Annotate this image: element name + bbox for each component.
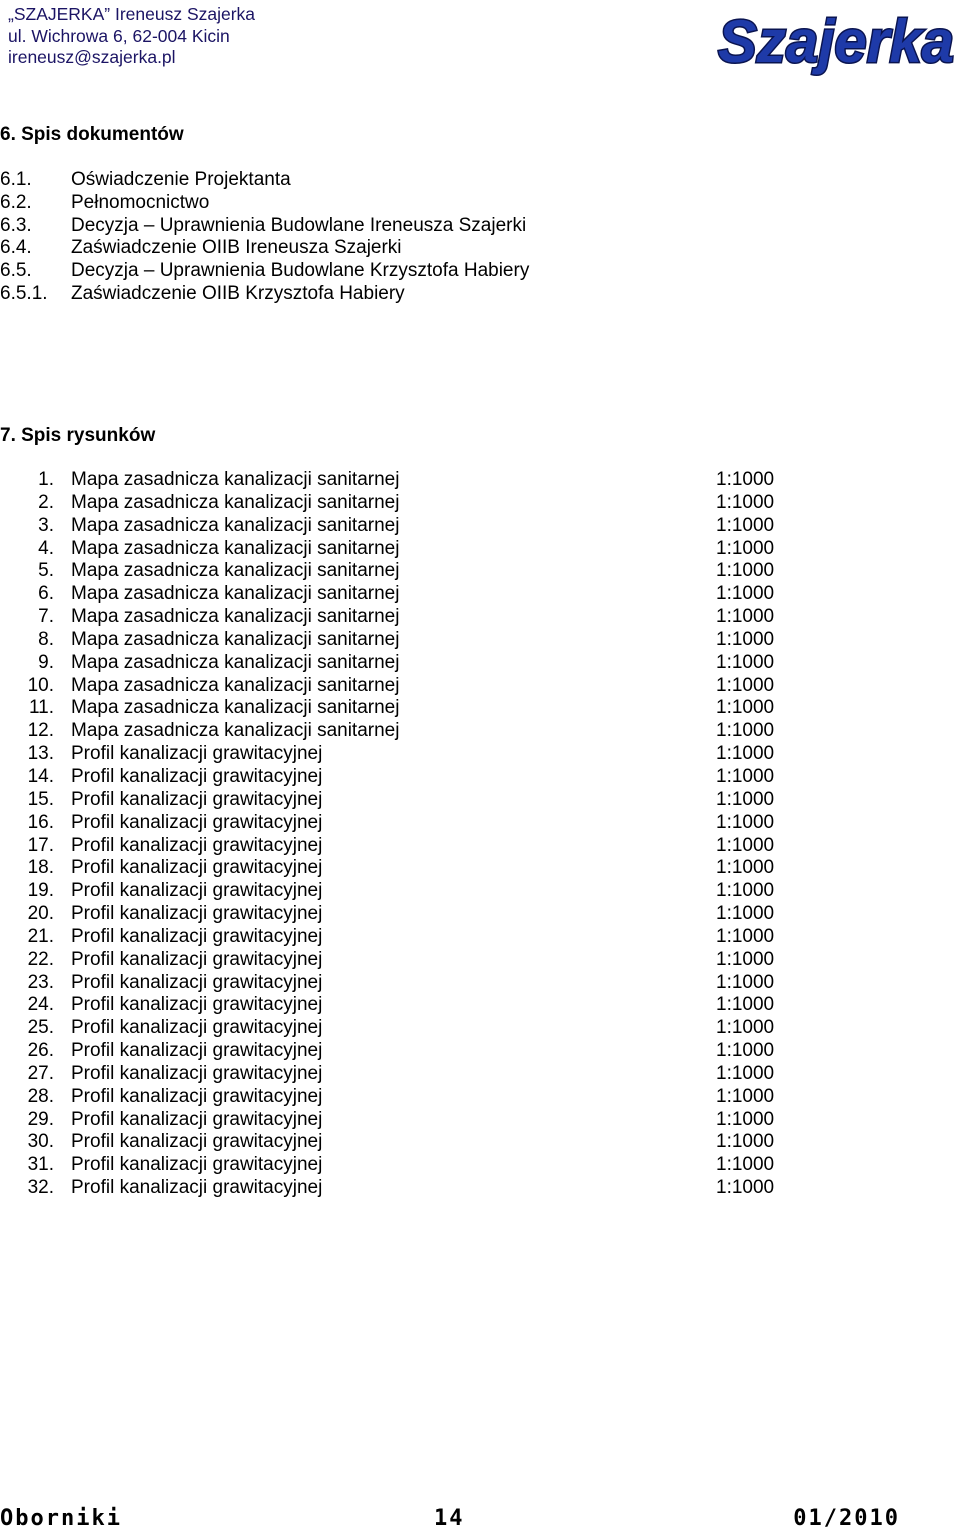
drawing-list-item — [0, 1131, 960, 1154]
company-address: ul. Wichrowa 6, 62-004 Kicin — [8, 25, 230, 46]
drawing-item-title: Profil kanalizacji grawitacyjnej — [71, 1040, 323, 1062]
drawing-item-number: 1. — [38, 469, 54, 490]
drawing-item-title: Mapa zasadnicza kanalizacji sanitarnej — [71, 628, 400, 650]
drawing-item-scale: 1:1000 — [716, 994, 775, 1016]
drawing-item-number: 20. — [27, 903, 54, 925]
drawing-item-title: Profil kanalizacji grawitacyjnej — [71, 743, 323, 765]
drawing-item-scale: 1:1000 — [716, 971, 775, 993]
drawing-item-title: Profil kanalizacji grawitacyjnej — [71, 1108, 323, 1130]
drawing-item-number: 7. — [38, 606, 54, 628]
drawing-item-number: 10. — [27, 674, 54, 696]
drawing-list-item — [0, 652, 960, 675]
footer-location: Oborniki — [0, 1506, 122, 1531]
drawing-list-item — [0, 812, 960, 835]
drawing-list-item — [0, 583, 960, 606]
drawing-item-number: 23. — [27, 971, 54, 993]
drawing-item-scale: 1:1000 — [716, 628, 775, 650]
drawing-item-number: 17. — [27, 834, 54, 856]
drawing-item-number: 24. — [27, 994, 54, 1016]
drawing-item-scale: 1:1000 — [716, 720, 775, 742]
drawing-list-item — [0, 469, 960, 492]
drawing-list-item — [0, 560, 960, 583]
drawing-item-scale: 1:1000 — [716, 1017, 775, 1039]
drawing-item-scale: 1:1000 — [716, 1177, 775, 1199]
drawing-list-item — [0, 903, 960, 926]
document-item-title: Pełnomocnictwo — [71, 191, 210, 213]
drawing-item-scale: 1:1000 — [716, 674, 775, 696]
drawing-list-item — [0, 789, 960, 812]
drawing-item-title: Profil kanalizacji grawitacyjnej — [71, 857, 323, 879]
drawing-item-number: 31. — [27, 1154, 54, 1176]
drawing-list-item — [0, 720, 960, 743]
drawing-list-item — [0, 606, 960, 629]
drawing-item-scale: 1:1000 — [716, 948, 775, 970]
document-item-number: 6.1. — [0, 169, 32, 190]
drawing-item-title: Profil kanalizacji grawitacyjnej — [71, 948, 323, 970]
document-item-number: 6.2. — [0, 191, 32, 213]
drawing-item-title: Mapa zasadnicza kanalizacji sanitarnej — [71, 651, 400, 673]
drawing-item-number: 18. — [27, 857, 54, 879]
drawing-item-number: 26. — [27, 1040, 54, 1062]
drawing-item-number: 2. — [38, 491, 54, 513]
drawing-item-title: Profil kanalizacji grawitacyjnej — [71, 994, 323, 1016]
drawing-item-title: Mapa zasadnicza kanalizacji sanitarnej — [71, 537, 400, 559]
document-item-number: 6.3. — [0, 214, 32, 236]
drawing-item-scale: 1:1000 — [716, 560, 775, 582]
drawing-item-title: Mapa zasadnicza kanalizacji sanitarnej — [71, 720, 400, 742]
drawing-item-title: Mapa zasadnicza kanalizacji sanitarnej — [71, 606, 400, 628]
svg-text:Szajerka: Szajerka — [718, 8, 954, 75]
drawing-item-number: 30. — [27, 1131, 54, 1153]
drawing-list-item — [0, 926, 960, 949]
drawing-list-item — [0, 972, 960, 995]
drawing-item-scale: 1:1000 — [716, 903, 775, 925]
drawing-item-scale: 1:1000 — [716, 925, 775, 947]
header-contact-block — [8, 4, 255, 69]
drawing-list-item — [0, 1063, 960, 1086]
drawing-item-scale: 1:1000 — [716, 765, 775, 787]
drawing-item-number: 14. — [27, 765, 54, 787]
drawing-list-item — [0, 766, 960, 789]
document-item-title: Oświadczenie Projektanta — [71, 169, 291, 190]
drawing-item-title: Mapa zasadnicza kanalizacji sanitarnej — [71, 491, 400, 513]
drawing-item-title: Profil kanalizacji grawitacyjnej — [71, 1062, 323, 1084]
drawing-item-title: Profil kanalizacji grawitacyjnej — [71, 1085, 323, 1107]
drawing-item-title: Mapa zasadnicza kanalizacji sanitarnej — [71, 583, 400, 605]
drawing-item-number: 16. — [27, 811, 54, 833]
drawing-item-scale: 1:1000 — [716, 537, 775, 559]
drawing-list-item — [0, 994, 960, 1017]
drawing-item-title: Profil kanalizacji grawitacyjnej — [71, 788, 323, 810]
drawing-item-scale: 1:1000 — [716, 880, 775, 902]
drawing-list-item — [0, 880, 960, 903]
drawing-item-number: 4. — [38, 537, 54, 559]
drawing-item-number: 22. — [27, 948, 54, 970]
documents-section-title: 6. Spis dokumentów — [0, 124, 184, 145]
drawing-item-scale: 1:1000 — [716, 1131, 775, 1153]
drawing-item-number: 21. — [27, 925, 54, 947]
drawing-list-item — [0, 697, 960, 720]
drawing-list-item — [0, 538, 960, 561]
drawing-item-number: 15. — [27, 788, 54, 810]
drawing-item-title: Profil kanalizacji grawitacyjnej — [71, 765, 323, 787]
drawing-item-number: 9. — [38, 651, 54, 673]
drawing-list-item — [0, 515, 960, 538]
drawing-item-title: Mapa zasadnicza kanalizacji sanitarnej — [71, 469, 400, 490]
drawing-item-number: 19. — [27, 880, 54, 902]
page-footer — [0, 1506, 960, 1534]
drawing-list-item — [0, 675, 960, 698]
drawing-list-item — [0, 1017, 960, 1040]
drawing-item-number: 11. — [28, 697, 54, 719]
document-item-number: 6.5.1. — [0, 282, 48, 304]
drawing-item-scale: 1:1000 — [716, 469, 775, 490]
drawing-item-scale: 1:1000 — [716, 606, 775, 628]
drawing-item-title: Profil kanalizacji grawitacyjnej — [71, 834, 323, 856]
drawing-item-scale: 1:1000 — [716, 811, 775, 833]
drawing-list-item — [0, 1040, 960, 1063]
document-item-title: Zaświadczenie OIIB Krzysztofa Habiery — [71, 282, 405, 304]
drawing-item-scale: 1:1000 — [716, 514, 775, 536]
drawing-item-scale: 1:1000 — [716, 697, 775, 719]
drawing-item-number: 13. — [27, 743, 54, 765]
document-item-number: 6.4. — [0, 237, 32, 259]
drawing-list-item — [0, 629, 960, 652]
drawing-item-number: 32. — [27, 1177, 54, 1199]
drawing-item-scale: 1:1000 — [716, 651, 775, 673]
drawing-item-number: 6. — [38, 583, 54, 605]
drawing-item-title: Profil kanalizacji grawitacyjnej — [71, 903, 323, 925]
drawing-list-item — [0, 835, 960, 858]
drawing-item-number: 25. — [27, 1017, 54, 1039]
drawing-item-scale: 1:1000 — [716, 1108, 775, 1130]
drawing-item-title: Mapa zasadnicza kanalizacji sanitarnej — [71, 674, 400, 696]
drawing-item-title: Mapa zasadnicza kanalizacji sanitarnej — [71, 560, 400, 582]
drawings-section-title: 7. Spis rysunków — [0, 425, 156, 446]
document-item-title: Zaświadczenie OIIB Ireneusza Szajerki — [71, 237, 402, 259]
szajerka-logo — [714, 2, 958, 76]
footer-date: 01/2010 — [793, 1506, 900, 1531]
drawing-item-title: Profil kanalizacji grawitacyjnej — [71, 1154, 323, 1176]
drawing-item-title: Profil kanalizacji grawitacyjnej — [71, 1131, 323, 1153]
drawing-item-number: 27. — [27, 1062, 54, 1084]
drawing-item-number: 5. — [38, 560, 54, 582]
drawing-item-title: Profil kanalizacji grawitacyjnej — [71, 971, 323, 993]
drawing-item-scale: 1:1000 — [716, 743, 775, 765]
document-item-number: 6.5. — [0, 260, 32, 282]
drawing-item-number: 28. — [27, 1085, 54, 1107]
drawing-item-number: 12. — [27, 720, 54, 742]
company-name: „SZAJERKA” Ireneusz Szajerka — [8, 4, 256, 24]
drawing-item-number: 8. — [38, 628, 54, 650]
drawing-item-scale: 1:1000 — [716, 583, 775, 605]
drawing-item-title: Profil kanalizacji grawitacyjnej — [71, 811, 323, 833]
drawing-list-item — [0, 1177, 960, 1200]
drawing-list-item — [0, 1154, 960, 1177]
drawing-item-scale: 1:1000 — [716, 788, 775, 810]
drawing-item-scale: 1:1000 — [716, 857, 775, 879]
company-email: ireneusz@szajerka.pl — [8, 47, 176, 67]
drawing-item-scale: 1:1000 — [716, 1040, 775, 1062]
drawing-item-number: 3. — [38, 514, 54, 536]
drawing-item-scale: 1:1000 — [716, 1085, 775, 1107]
drawing-list-item — [0, 1086, 960, 1109]
drawing-item-scale: 1:1000 — [716, 1062, 775, 1084]
drawing-item-scale: 1:1000 — [716, 491, 775, 513]
drawing-item-title: Mapa zasadnicza kanalizacji sanitarnej — [71, 697, 400, 719]
drawing-item-title: Profil kanalizacji grawitacyjnej — [71, 880, 323, 902]
drawing-list-item — [0, 492, 960, 515]
drawing-item-title: Mapa zasadnicza kanalizacji sanitarnej — [71, 514, 400, 536]
drawing-item-title: Profil kanalizacji grawitacyjnej — [71, 925, 323, 947]
document-item-title: Decyzja – Uprawnienia Budowlane Krzysztofa Habiery — [71, 260, 530, 282]
drawing-list-item — [0, 743, 960, 766]
drawing-list-item — [0, 949, 960, 972]
drawing-item-scale: 1:1000 — [716, 834, 775, 856]
drawing-item-number: 29. — [27, 1108, 54, 1130]
drawing-item-title: Profil kanalizacji grawitacyjnej — [71, 1177, 323, 1199]
drawings-list — [0, 469, 960, 1200]
drawing-item-title: Profil kanalizacji grawitacyjnej — [71, 1017, 323, 1039]
document-item-title: Decyzja – Uprawnienia Budowlane Ireneusza Szajerki — [71, 214, 527, 236]
footer-page-number: 14 — [434, 1506, 465, 1531]
drawing-list-item — [0, 857, 960, 880]
drawing-item-scale: 1:1000 — [716, 1154, 775, 1176]
drawing-list-item — [0, 1109, 960, 1132]
